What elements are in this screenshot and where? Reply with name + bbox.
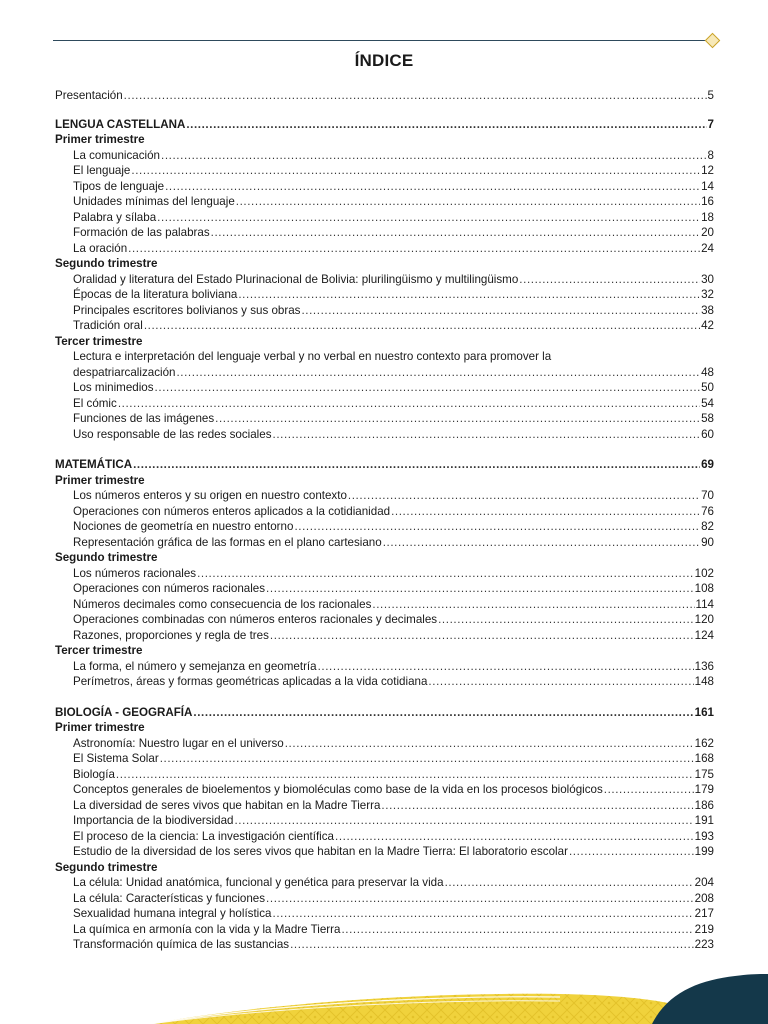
dot-leader bbox=[383, 535, 700, 551]
toc-entry[interactable] bbox=[55, 906, 714, 922]
toc-entry-title: Sexualidad humana integral y holística bbox=[73, 907, 272, 920]
toc-entry[interactable] bbox=[55, 365, 714, 381]
toc-entry[interactable] bbox=[55, 782, 714, 798]
dot-leader bbox=[165, 179, 700, 195]
dot-leader bbox=[266, 581, 694, 597]
toc-entry-title: Razones, proporciones y regla de tres bbox=[73, 628, 269, 642]
toc-entry-title: Los minimedios bbox=[73, 381, 154, 394]
toc-entry-title: BIOLOGÍA - GEOGRAFÍA bbox=[55, 705, 193, 719]
dot-leader bbox=[144, 318, 700, 334]
toc-entry-page: 18 bbox=[701, 210, 714, 224]
toc-entry-title: La comunicación bbox=[73, 148, 161, 162]
dot-leader bbox=[438, 612, 694, 628]
dot-leader bbox=[160, 751, 694, 767]
dot-leader bbox=[215, 411, 700, 427]
toc-entry-page: 69 bbox=[701, 458, 714, 471]
toc-entry-page: 162 bbox=[694, 736, 714, 750]
toc-entry-title: Oralidad y literatura del Estado Plurinacional de Bolivia: plurilingüismo y multilingüismo bbox=[73, 272, 519, 286]
toc-entry[interactable] bbox=[55, 813, 714, 829]
toc-entry[interactable] bbox=[55, 612, 714, 628]
toc-entry-title: La química en armonía con la vida y la Madre Tierra bbox=[73, 922, 341, 936]
toc-entry-page: 186 bbox=[694, 798, 714, 812]
toc-entry-title: Formación de las palabras bbox=[73, 226, 210, 239]
toc-entry-page: 70 bbox=[701, 489, 714, 502]
trimester-heading: Tercer trimestre bbox=[55, 334, 143, 348]
toc-entry-title: Representación gráfica de las formas en el plano cartesiano bbox=[73, 535, 382, 549]
toc-entry[interactable] bbox=[55, 210, 714, 226]
toc-entry-page: 82 bbox=[701, 520, 714, 533]
toc-entry-page: 179 bbox=[694, 783, 714, 796]
section-spacer bbox=[55, 104, 714, 117]
dot-leader bbox=[604, 782, 694, 798]
dot-leader bbox=[124, 88, 707, 104]
toc-entry-title: Épocas de la literatura boliviana bbox=[73, 288, 238, 301]
dot-leader bbox=[133, 457, 700, 473]
toc-entry-page: 204 bbox=[694, 876, 714, 889]
table-of-contents bbox=[55, 88, 714, 953]
section-spacer bbox=[55, 690, 714, 705]
toc-entry-title: Importancia de la biodiversidad bbox=[73, 814, 234, 827]
toc-entry[interactable] bbox=[55, 581, 714, 597]
toc-entry[interactable] bbox=[55, 628, 714, 644]
toc-entry-title: Perímetros, áreas y formas geométricas aplicadas a la vida cotidiana bbox=[73, 675, 428, 688]
toc-entry-page: 90 bbox=[701, 535, 714, 549]
toc-entry-title: Conceptos generales de bioelementos y biomoléculas como base de la vida en los procesos biológicos bbox=[73, 783, 603, 796]
toc-entry-title: La oración bbox=[73, 241, 128, 255]
toc-entry[interactable] bbox=[55, 566, 714, 582]
toc-entry-page: 108 bbox=[694, 582, 714, 595]
toc-section-heading[interactable] bbox=[55, 117, 714, 133]
dot-leader bbox=[128, 241, 700, 257]
dot-leader bbox=[238, 287, 700, 303]
dot-leader bbox=[341, 922, 693, 938]
dot-leader bbox=[236, 194, 700, 210]
toc-entry[interactable] bbox=[55, 659, 714, 675]
toc-entry[interactable] bbox=[55, 272, 714, 288]
toc-entry[interactable] bbox=[55, 844, 714, 860]
toc-entry-page: 24 bbox=[701, 241, 714, 255]
toc-entry[interactable] bbox=[55, 829, 714, 845]
toc-entry-title: LENGUA CASTELLANA bbox=[55, 117, 186, 131]
dot-leader bbox=[290, 937, 694, 953]
toc-entry-title: Los números enteros y su origen en nuestro contexto bbox=[73, 489, 347, 502]
toc-entry-title: El cómic bbox=[73, 396, 117, 410]
toc-entry[interactable] bbox=[55, 411, 714, 427]
toc-entry[interactable] bbox=[55, 798, 714, 814]
toc-entry[interactable] bbox=[55, 922, 714, 938]
dot-leader bbox=[273, 427, 701, 443]
dot-leader bbox=[118, 396, 700, 412]
dot-leader bbox=[381, 798, 693, 814]
dot-leader bbox=[372, 597, 694, 613]
toc-entry[interactable] bbox=[55, 318, 714, 334]
toc-entry-presentation[interactable] bbox=[55, 88, 714, 104]
toc-entry-page: 12 bbox=[701, 164, 714, 177]
toc-entry-title: Estudio de la diversidad de los seres vivos que habitan en la Madre Tierra: El laboratorio escolar bbox=[73, 845, 568, 858]
dot-leader bbox=[157, 210, 700, 226]
toc-entry-title: El proceso de la ciencia: La investigación científica bbox=[73, 829, 335, 843]
toc-entry-title: La célula: Características y funciones bbox=[73, 891, 266, 905]
toc-entry[interactable] bbox=[55, 751, 714, 767]
toc-entry-page: 54 bbox=[701, 396, 714, 410]
toc-entry[interactable] bbox=[55, 488, 714, 504]
toc-entry-page: 38 bbox=[701, 303, 714, 317]
toc-entry-page: 124 bbox=[694, 628, 714, 642]
toc-entry[interactable] bbox=[55, 767, 714, 783]
dot-leader bbox=[131, 163, 700, 179]
toc-entry-page: 76 bbox=[701, 504, 714, 518]
toc-entry-page: 217 bbox=[694, 907, 714, 920]
dot-leader bbox=[116, 767, 694, 783]
toc-entry-title: La diversidad de seres vivos que habitan en la Madre Tierra bbox=[73, 798, 381, 812]
toc-entry-page: 193 bbox=[694, 829, 714, 843]
toc-entry-page: 148 bbox=[694, 675, 714, 688]
toc-entry-page: 7 bbox=[707, 117, 714, 131]
toc-entry-page: 48 bbox=[701, 365, 714, 379]
toc-entry[interactable] bbox=[55, 163, 714, 179]
toc-entry-title: El lenguaje bbox=[73, 164, 131, 177]
trimester-heading: Tercer trimestre bbox=[55, 644, 143, 657]
toc-entry-title: Operaciones combinadas con números enteros racionales y decimales bbox=[73, 613, 438, 626]
toc-entry-page: 208 bbox=[694, 891, 714, 905]
dot-leader bbox=[348, 488, 700, 504]
toc-entry-page: 20 bbox=[701, 226, 714, 239]
toc-entry-title: Los números racionales bbox=[73, 566, 197, 580]
toc-entry-title: Transformación química de las sustancias bbox=[73, 938, 290, 951]
toc-entry-title: Operaciones con números enteros aplicados a la cotidianidad bbox=[73, 504, 391, 518]
toc-entry-title: Funciones de las imágenes bbox=[73, 412, 215, 425]
toc-entry-title: Nociones de geometría en nuestro entorno bbox=[73, 520, 294, 533]
dot-leader bbox=[197, 566, 694, 582]
toc-entry-page: 5 bbox=[707, 89, 714, 102]
dot-leader bbox=[285, 736, 694, 752]
toc-entry-title: MATEMÁTICA bbox=[55, 458, 133, 471]
toc-entry-title: Uso responsable de las redes sociales bbox=[73, 427, 272, 441]
toc-entry-title: El Sistema Solar bbox=[73, 752, 159, 765]
toc-entry-page: 58 bbox=[701, 412, 714, 425]
diamond-ornament-icon bbox=[705, 33, 721, 49]
toc-entry-page: 120 bbox=[694, 613, 714, 626]
toc-entry-title: Unidades mínimas del lenguaje bbox=[73, 195, 235, 208]
toc-entry-page: 136 bbox=[694, 659, 714, 673]
dot-leader bbox=[318, 659, 694, 675]
toc-entry-title: Principales escritores bolivianos y sus obras bbox=[73, 303, 301, 317]
toc-entry-page: 168 bbox=[694, 752, 714, 765]
toc-section-heading[interactable] bbox=[55, 457, 714, 473]
toc-entry-page: 199 bbox=[694, 845, 714, 858]
toc-entry-page: 191 bbox=[694, 814, 714, 827]
toc-entry[interactable] bbox=[55, 519, 714, 535]
toc-entry[interactable] bbox=[55, 736, 714, 752]
dot-leader bbox=[569, 844, 694, 860]
trimester-heading: Primer trimestre bbox=[55, 133, 145, 146]
toc-entry-page: 175 bbox=[694, 767, 714, 781]
toc-entry[interactable] bbox=[55, 937, 714, 953]
toc-entry-title: Biología bbox=[73, 767, 115, 781]
toc-entry-title: Tipos de lenguaje bbox=[73, 179, 165, 193]
dot-leader bbox=[193, 705, 693, 721]
dot-leader bbox=[211, 225, 700, 241]
toc-entry-title: Tradición oral bbox=[73, 319, 143, 332]
toc-entry[interactable] bbox=[55, 225, 714, 241]
toc-entry-title: despatriarcalización bbox=[73, 365, 176, 379]
dot-leader bbox=[391, 504, 700, 520]
dot-leader bbox=[273, 906, 694, 922]
toc-entry[interactable] bbox=[55, 504, 714, 520]
dot-leader bbox=[155, 380, 701, 396]
toc-entry-page: 114 bbox=[695, 597, 714, 611]
page-title: ÍNDICE bbox=[354, 51, 414, 70]
toc-entry[interactable] bbox=[55, 875, 714, 891]
toc-entry-title: Operaciones con números racionales bbox=[73, 582, 266, 595]
toc-entry-page: 102 bbox=[694, 566, 714, 580]
toc-entry-page: 161 bbox=[694, 705, 714, 719]
toc-entry-page: 60 bbox=[701, 427, 714, 441]
toc-entry[interactable] bbox=[55, 287, 714, 303]
dot-leader bbox=[234, 813, 693, 829]
toc-section-heading[interactable] bbox=[55, 705, 714, 721]
toc-entry[interactable] bbox=[55, 241, 714, 257]
toc-entry-page: 30 bbox=[701, 272, 714, 286]
dot-leader bbox=[294, 519, 700, 535]
toc-entry[interactable] bbox=[55, 891, 714, 907]
toc-entry-title: La célula: Unidad anatómica, funcional y genética para preservar la vida bbox=[73, 876, 444, 889]
footer-decoration bbox=[0, 954, 768, 1024]
dot-leader bbox=[428, 674, 693, 690]
toc-entry-title: Astronomía: Nuestro lugar en el universo bbox=[73, 736, 284, 750]
dot-leader bbox=[519, 272, 700, 288]
header-rule bbox=[53, 40, 707, 41]
trimester-heading: Segundo trimestre bbox=[55, 860, 158, 874]
toc-entry[interactable] bbox=[55, 148, 714, 164]
toc-entry-page: 8 bbox=[707, 148, 714, 162]
toc-entry-page: 16 bbox=[701, 195, 714, 208]
trimester-heading: Segundo trimestre bbox=[55, 551, 158, 564]
toc-entry-page: 42 bbox=[701, 319, 714, 332]
toc-entry-page: 50 bbox=[701, 381, 714, 394]
toc-entry-title: Presentación bbox=[55, 89, 123, 102]
section-spacer bbox=[55, 442, 714, 457]
toc-entry-page: 223 bbox=[694, 938, 714, 951]
trimester-heading: Segundo trimestre bbox=[55, 257, 158, 270]
toc-entry-page: 219 bbox=[694, 922, 714, 936]
toc-entry[interactable] bbox=[55, 380, 714, 396]
toc-entry-page: 14 bbox=[701, 179, 714, 193]
toc-entry-title-line: Lectura e interpretación del lenguaje verbal y no verbal en nuestro contexto para promover la bbox=[73, 350, 552, 363]
dot-leader bbox=[270, 628, 694, 644]
toc-entry-page: 32 bbox=[701, 288, 714, 301]
trimester-heading: Primer trimestre bbox=[55, 473, 145, 487]
dot-leader bbox=[335, 829, 694, 845]
dot-leader bbox=[186, 117, 706, 133]
toc-entry[interactable] bbox=[55, 303, 714, 319]
dot-leader bbox=[266, 891, 694, 907]
toc-entry[interactable] bbox=[55, 427, 714, 443]
toc-entry-title: Números decimales como consecuencia de los racionales bbox=[73, 597, 372, 611]
toc-entry[interactable] bbox=[55, 194, 714, 210]
toc-entry[interactable] bbox=[55, 396, 714, 412]
toc-entry[interactable] bbox=[55, 535, 714, 551]
toc-entry-title: La forma, el número y semejanza en geometría bbox=[73, 659, 317, 673]
dot-leader bbox=[161, 148, 707, 164]
toc-entry-title: Palabra y sílaba bbox=[73, 210, 157, 224]
toc-entry[interactable] bbox=[55, 179, 714, 195]
toc-entry[interactable] bbox=[55, 597, 714, 613]
dot-leader bbox=[176, 365, 700, 381]
trimester-heading: Primer trimestre bbox=[55, 721, 145, 734]
dot-leader bbox=[301, 303, 700, 319]
toc-entry[interactable] bbox=[55, 674, 714, 690]
dot-leader bbox=[445, 875, 694, 891]
